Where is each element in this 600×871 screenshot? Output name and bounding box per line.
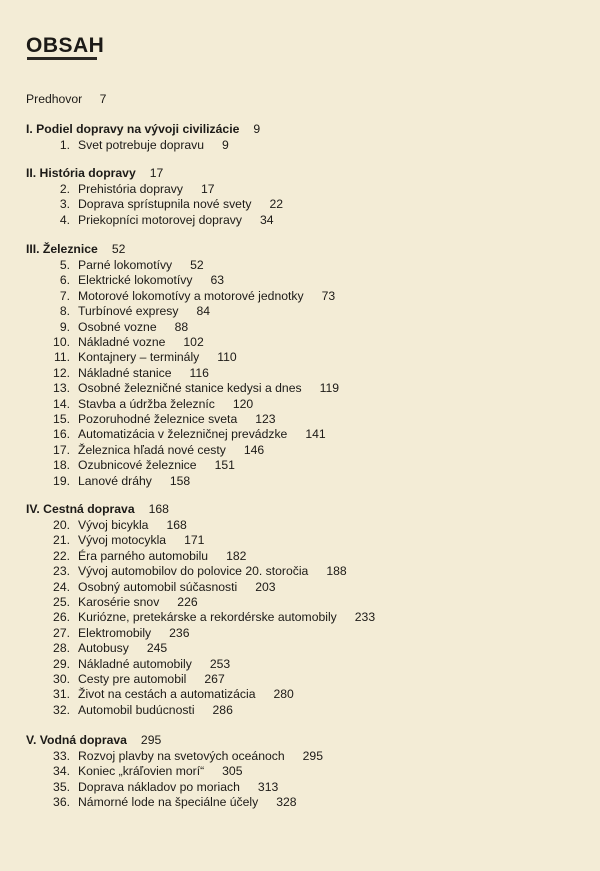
chapter-number: 10. — [53, 335, 70, 349]
toc-chapter — [36, 258, 204, 272]
toc-chapter — [36, 780, 278, 794]
chapter-number: 9. — [59, 319, 70, 334]
chapter-page: 171 — [184, 533, 205, 548]
chapter-label: Život na cestách a automatizácia — [78, 687, 256, 702]
chapter-number: 31. — [53, 687, 70, 702]
toc-section — [26, 733, 161, 747]
chapter-page: 102 — [183, 335, 204, 349]
chapter-label: Svet potrebuje dopravu — [78, 138, 205, 152]
preface-label: Predhovor — [26, 92, 83, 106]
section-label: III. Železnice — [26, 242, 98, 256]
chapter-label: Vývoj motocykla — [78, 533, 167, 548]
section-page: 168 — [148, 502, 169, 516]
toc-chapter — [36, 610, 375, 624]
chapter-label: Automatizácia v železničnej prevádzke — [78, 427, 288, 442]
chapter-page: 88 — [174, 319, 189, 334]
chapter-number: 30. — [53, 672, 70, 686]
toc-chapter — [36, 595, 198, 609]
chapter-number: 5. — [59, 258, 70, 272]
toc-chapter — [36, 397, 253, 411]
toc-section — [26, 122, 260, 136]
toc-chapter — [36, 549, 246, 563]
chapter-number: 25. — [53, 595, 70, 609]
chapter-page: 253 — [209, 656, 231, 671]
chapter-label: Stavba a údržba železníc — [78, 396, 215, 411]
chapter-page: 73 — [321, 288, 336, 303]
toc-chapter — [36, 273, 224, 287]
chapter-page: 328 — [276, 795, 297, 810]
chapter-number: 8. — [59, 304, 70, 319]
chapter-label: Nákladné automobily — [78, 656, 192, 671]
chapter-page: 119 — [319, 381, 340, 396]
chapter-page: 120 — [232, 396, 254, 411]
toc-chapter — [36, 533, 204, 547]
chapter-label: Doprava nákladov po moriach — [78, 779, 240, 794]
chapter-page: 52 — [190, 258, 204, 272]
toc-chapter — [36, 795, 297, 809]
chapter-page: 203 — [255, 579, 276, 594]
chapter-page: 9 — [222, 138, 229, 152]
chapter-label: Motorové lokomotívy a motorové jednotky — [78, 288, 304, 303]
section-label: V. Vodná doprava — [26, 733, 127, 747]
chapter-label: Autobusy — [78, 641, 129, 656]
chapter-number: 19. — [53, 473, 70, 488]
chapter-label: Automobil budúcnosti — [78, 702, 195, 717]
chapter-number: 29. — [53, 656, 70, 671]
section-page: 9 — [253, 122, 261, 136]
section-label: II. História dopravy — [26, 166, 136, 180]
chapter-label: Karosérie snov — [78, 595, 160, 609]
chapter-page: 245 — [146, 641, 168, 656]
toc-chapter — [36, 335, 204, 349]
chapter-label: Elektrické lokomotívy — [78, 273, 193, 288]
toc-chapter — [36, 350, 237, 364]
chapter-page: 267 — [204, 672, 225, 686]
toc-chapter — [36, 289, 335, 303]
chapter-label: Nákladné vozne — [78, 335, 166, 349]
chapter-label: Elektromobily — [78, 625, 152, 640]
chapter-page: 226 — [177, 595, 198, 609]
chapter-page: 305 — [222, 764, 243, 779]
toc-chapter — [36, 381, 339, 395]
chapter-number: 36. — [53, 795, 70, 810]
toc-chapter — [36, 412, 276, 426]
chapter-page: 168 — [166, 518, 187, 532]
chapter-label: Osobné železničné stanice kedysi a dnes — [78, 381, 302, 396]
section-page: 52 — [111, 242, 126, 256]
toc-chapter — [36, 687, 294, 701]
chapter-number: 18. — [53, 458, 70, 473]
toc-chapter — [36, 474, 190, 488]
toc-chapter — [36, 626, 190, 640]
chapter-label: Lanové dráhy — [78, 473, 152, 488]
chapter-page: 158 — [169, 473, 191, 488]
chapter-label: Kuriózne, pretekárske a rekordérske automobily — [78, 610, 337, 625]
chapter-label: Vývoj automobilov do polovice 20. storočia — [78, 564, 309, 579]
chapter-page: 295 — [302, 749, 323, 763]
chapter-number: 1. — [59, 138, 70, 152]
chapter-page: 313 — [257, 779, 279, 794]
chapter-number: 7. — [59, 288, 70, 303]
toc-chapter — [36, 703, 233, 717]
chapter-number: 21. — [53, 533, 70, 548]
toc-section — [26, 502, 169, 516]
chapter-number: 13. — [53, 381, 70, 396]
chapter-label: Osobné vozne — [78, 319, 157, 334]
toc-chapter — [36, 320, 188, 334]
chapter-number: 32. — [53, 702, 70, 717]
chapter-label: Turbínové expresy — [78, 304, 179, 319]
chapter-number: 23. — [53, 564, 70, 579]
toc-chapter — [36, 443, 264, 457]
toc-chapter — [36, 182, 215, 196]
section-page: 295 — [140, 733, 162, 747]
toc-chapter — [36, 657, 230, 671]
toc-chapter — [36, 672, 225, 686]
chapter-label: Prehistória dopravy — [78, 182, 183, 196]
toc-chapter — [36, 641, 167, 655]
chapter-page: 146 — [243, 442, 265, 457]
chapter-number: 35. — [53, 779, 70, 794]
toc-chapter — [36, 580, 276, 594]
chapter-label: Cesty pre automobil — [78, 672, 187, 686]
chapter-page: 63 — [210, 273, 225, 288]
section-label: IV. Cestná doprava — [26, 502, 135, 516]
chapter-number: 12. — [53, 365, 70, 380]
chapter-page: 17 — [201, 182, 215, 196]
chapter-number: 22. — [53, 548, 70, 563]
chapter-number: 3. — [59, 197, 70, 212]
chapter-label: Kontajnery – terminály — [78, 350, 200, 365]
toc-chapter — [36, 564, 347, 578]
section-label: I. Podiel dopravy na vývoji civilizácie — [26, 122, 240, 136]
toc-chapter — [36, 427, 326, 441]
chapter-label: Nákladné stanice — [78, 365, 172, 380]
toc-chapter — [36, 213, 274, 227]
toc-chapter — [36, 458, 235, 472]
chapter-page: 34 — [259, 212, 274, 227]
chapter-page: 233 — [354, 610, 376, 625]
chapter-number: 14. — [53, 396, 70, 411]
chapter-number: 24. — [53, 579, 70, 594]
chapter-label: Osobný automobil súčasnosti — [78, 579, 238, 594]
chapter-label: Priekopníci motorovej dopravy — [78, 212, 242, 227]
toc-preface — [26, 92, 106, 106]
chapter-number: 17. — [53, 442, 70, 457]
title-underline — [27, 57, 97, 60]
chapter-label: Doprava sprístupnila nové svety — [78, 197, 252, 212]
chapter-page: 286 — [212, 702, 233, 717]
chapter-page: 182 — [226, 548, 247, 563]
toc-chapter — [36, 518, 187, 532]
toc-chapter — [36, 366, 209, 380]
chapter-page: 141 — [305, 427, 326, 442]
chapter-page: 110 — [217, 350, 237, 365]
chapter-number: 15. — [53, 412, 70, 426]
section-page: 17 — [149, 166, 164, 180]
preface-page: 7 — [99, 92, 107, 106]
toc-chapter — [36, 749, 323, 763]
chapter-number: 28. — [53, 641, 70, 656]
chapter-page: 151 — [214, 458, 235, 473]
chapter-label: Železnica hľadá nové cesty — [78, 442, 226, 457]
toc-chapter — [36, 304, 210, 318]
chapter-label: Ozubnicové železnice — [78, 458, 197, 473]
toc-section — [26, 166, 163, 180]
chapter-page: 84 — [196, 304, 211, 319]
chapter-page: 116 — [189, 365, 209, 380]
toc-section — [26, 242, 125, 256]
chapter-number: 26. — [53, 610, 70, 625]
chapter-number: 33. — [53, 749, 70, 763]
chapter-page: 188 — [326, 564, 347, 579]
chapter-number: 4. — [59, 212, 70, 227]
chapter-label: Vývoj bicykla — [78, 518, 149, 532]
chapter-number: 34. — [53, 764, 70, 779]
chapter-page: 236 — [169, 625, 190, 640]
chapter-number: 11. — [53, 350, 70, 365]
chapter-page: 280 — [273, 687, 294, 702]
chapter-number: 16. — [53, 427, 70, 442]
toc-chapter — [36, 764, 243, 778]
chapter-page: 123 — [255, 412, 276, 426]
chapter-number: 6. — [59, 273, 70, 288]
chapter-number: 2. — [59, 182, 70, 196]
chapter-label: Rozvoj plavby na svetových oceánoch — [78, 749, 285, 763]
chapter-label: Pozoruhodné železnice sveta — [78, 412, 238, 426]
chapter-label: Éra parného automobilu — [78, 548, 209, 563]
toc-chapter — [36, 138, 229, 152]
chapter-number: 27. — [53, 625, 70, 640]
chapter-page: 22 — [269, 197, 283, 212]
chapter-number: 20. — [53, 518, 70, 532]
chapter-label: Parné lokomotívy — [78, 258, 173, 272]
page-title: OBSAH — [26, 34, 105, 57]
chapter-label: Námorné lode na špeciálne účely — [78, 795, 259, 810]
chapter-label: Koniec „kráľovien morí“ — [78, 764, 205, 779]
toc-chapter — [36, 197, 283, 211]
